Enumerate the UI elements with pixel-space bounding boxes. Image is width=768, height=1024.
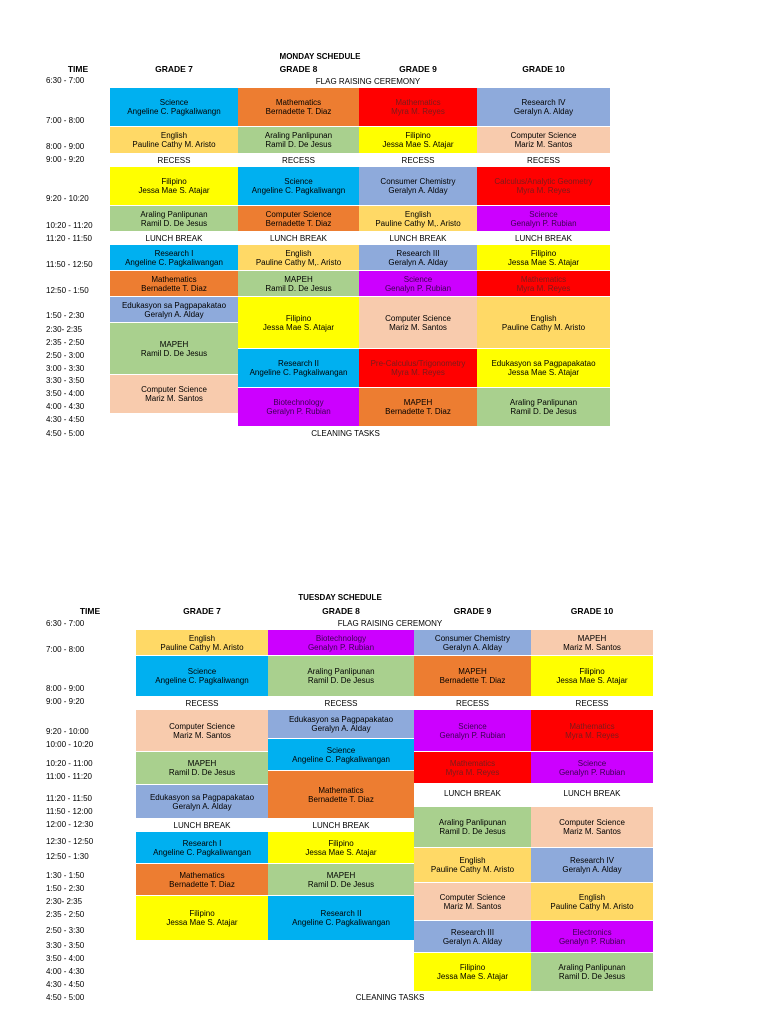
tuesday-g8-class [268, 739, 414, 770]
class-teacher: Bernadette T. Diaz [141, 283, 207, 293]
class-teacher: Geralyn A. Alday [562, 865, 622, 874]
tuesday-time-slot: 12:50 - 1:30 [46, 852, 89, 861]
class-subject: Filipino [459, 963, 486, 972]
class-teacher: Myra M. Reyes [445, 767, 500, 777]
monday-g10-class [477, 297, 610, 348]
class-subject: MAPEH [577, 633, 607, 643]
class-subject: Mathematics [395, 98, 441, 107]
class-subject: Filipino [579, 667, 605, 676]
class-teacher: Angeline C. Pagkaliwangn [251, 186, 346, 195]
class-subject: Research II [278, 359, 319, 368]
tuesday-time-slot: 4:00 - 4:30 [46, 967, 85, 976]
class-subject: Araling Panlipunan [264, 131, 333, 140]
monday-lunch-g9: LUNCH BREAK [389, 233, 447, 243]
monday-g10-class [477, 127, 610, 153]
class-subject: Calculus/Analytic Geometry [494, 177, 593, 186]
class-subject: Research III [450, 927, 495, 937]
class-teacher: Ramil D. De Jesus [168, 768, 236, 777]
tuesday-title: TUESDAY SCHEDULE [298, 593, 382, 602]
class-teacher: Geralyn A. Alday [388, 257, 448, 267]
class-teacher: Geralyn A. Alday [442, 642, 503, 652]
class-teacher: Bernadette T. Diaz [265, 107, 332, 116]
monday-g8-class [238, 388, 359, 426]
monday-time-slot: 12:50 - 1:50 [46, 286, 89, 295]
class-subject: Araling Panlipunan [140, 209, 208, 219]
class-teacher: Pauline Cathy M. Aristo [132, 140, 216, 149]
monday-g7-class [110, 206, 238, 231]
tuesday-time-slot: 12:30 - 12:50 [46, 837, 94, 846]
class-teacher: Ramil D. De Jesus [307, 879, 375, 889]
class-subject: English [160, 131, 188, 140]
class-teacher: Myra M. Reyes [565, 730, 619, 740]
class-subject: Science [577, 758, 607, 768]
tuesday-flag-raising: FLAG RAISING CEREMONY [337, 618, 443, 628]
monday-cleaning-tasks: CLEANING TASKS [311, 428, 380, 438]
class-subject: Research III [396, 248, 440, 258]
monday-g8-class [238, 206, 359, 231]
monday-g10-class [477, 388, 610, 426]
class-subject: Computer Science [385, 313, 451, 323]
tuesday-time-slot: 11:20 - 11:50 [46, 794, 92, 803]
monday-g10-class [477, 349, 610, 387]
class-teacher: Ramil D. De Jesus [265, 140, 332, 149]
monday-time-slot: 2:50 - 3:00 [46, 351, 85, 360]
class-teacher: Mariz M. Santos [514, 140, 573, 149]
tuesday-g8-class [268, 710, 414, 738]
class-teacher: Jessa Mae S. Atajar [507, 257, 580, 267]
class-teacher: Geralyn A. Alday [144, 309, 204, 319]
class-teacher: Pauline Cathy M. Aristo [501, 322, 586, 332]
class-subject: Araling Panlipunan [509, 398, 578, 407]
monday-g7-class [110, 245, 238, 270]
monday-g9-class [359, 349, 477, 387]
tuesday-g8-class [268, 771, 414, 818]
class-teacher: Mariz M. Santos [563, 642, 621, 652]
monday-time-slot: 3:30 - 3:50 [46, 376, 85, 385]
class-subject: Araling Panlipunan [307, 667, 375, 676]
tuesday-lunch-g9: LUNCH BREAK [444, 788, 501, 798]
class-teacher: Jessa Mae S. Atajar [382, 140, 454, 149]
class-teacher: Geralyn A. Alday [513, 107, 574, 116]
monday-time-slot: 3:00 - 3:30 [46, 364, 85, 373]
tuesday-g7-class [136, 630, 268, 655]
monday-time-header: TIME [67, 64, 89, 74]
tuesday-grade8-header: GRADE 8 [322, 606, 360, 616]
monday-recess-g8: RECESS [282, 155, 315, 165]
tuesday-g10-class [531, 953, 653, 991]
tuesday-time-slot: 8:00 - 9:00 [46, 684, 85, 693]
monday-g10-class [477, 88, 610, 126]
class-teacher: Angeline C. Pagkaliwangan [292, 754, 390, 764]
monday-g10-class [477, 271, 610, 296]
class-subject: Filipino [328, 838, 354, 848]
tuesday-g10-class [531, 630, 653, 655]
tuesday-time-slot: 7:00 - 8:00 [46, 645, 85, 654]
tuesday-g10-class [531, 921, 653, 952]
class-subject: Mathematics [449, 758, 496, 768]
monday-g8-class [238, 127, 359, 153]
class-teacher: Genalyn P. Rubian [307, 642, 375, 652]
monday-g9-class [359, 271, 477, 296]
tuesday-g8-class [268, 832, 414, 863]
class-teacher: Bernadette T. Diaz [265, 218, 332, 228]
class-teacher: Jessa Mae S. Atajar [556, 676, 628, 685]
tuesday-recess-g7: RECESS [185, 698, 219, 708]
class-subject: Edukasyon sa Pagpapakatao [288, 715, 394, 724]
tuesday-g7-class [136, 656, 268, 696]
class-teacher: Genalyn P. Rubian [510, 218, 577, 228]
class-subject: Mathematics [520, 274, 567, 284]
class-subject: Science [284, 177, 313, 186]
tuesday-g9-class [414, 807, 531, 847]
class-teacher: Pauline Cathy M,. Aristo [255, 257, 342, 267]
class-teacher: Genalyn P. Rubian [558, 936, 626, 946]
class-teacher: Genalyn P. Rubian [384, 283, 452, 293]
monday-g10-class [477, 206, 610, 231]
class-subject: MAPEH [403, 398, 433, 407]
monday-lunch-g10: LUNCH BREAK [515, 233, 572, 243]
tuesday-recess-g10: RECESS [575, 698, 609, 708]
class-subject: English [188, 633, 216, 643]
class-subject: Science [187, 667, 217, 676]
monday-title: MONDAY SCHEDULE [279, 52, 361, 61]
monday-g7-class [110, 297, 238, 322]
tuesday-time-slot: 1:50 - 2:30 [46, 884, 85, 893]
class-subject: Computer Science [265, 209, 332, 219]
monday-g7-class [110, 271, 238, 296]
class-subject: English [459, 856, 486, 865]
tuesday-g9-class [414, 630, 531, 655]
tuesday-g7-class [136, 896, 268, 940]
class-teacher: Ramil D. De Jesus [140, 218, 208, 228]
monday-time-slot: 2:30- 2:35 [46, 325, 83, 334]
class-teacher: Angeline C. Pagkaliwangan [292, 918, 390, 927]
class-subject: Computer Science [141, 385, 207, 394]
class-subject: Computer Science [169, 721, 235, 731]
tuesday-time-slot: 3:50 - 4:00 [46, 954, 85, 963]
monday-g10-class [477, 245, 610, 270]
monday-time-slot: 9:20 - 10:20 [46, 194, 89, 203]
class-subject: Edukasyon sa Pagpapakatao [121, 300, 227, 310]
monday-time-slot: 1:50 - 2:30 [46, 311, 85, 320]
class-subject: Pre-Calculus/Trigonometry [370, 359, 466, 368]
tuesday-g10-class [531, 848, 653, 882]
tuesday-time-slot: 2:35 - 2:50 [46, 910, 85, 919]
class-teacher: Myra M. Reyes [391, 368, 445, 377]
class-teacher: Angeline C. Pagkaliwangn [127, 107, 221, 116]
class-teacher: Ramil D. De Jesus [307, 676, 375, 685]
class-subject: Consumer Chemistry [434, 633, 511, 643]
class-subject: Araling Panlipunan [438, 818, 507, 827]
class-teacher: Genalyn P. Rubian [558, 767, 626, 777]
class-subject: MAPEH [187, 759, 217, 768]
tuesday-g8-class [268, 630, 414, 655]
monday-time-slot: 4:50 - 5:00 [46, 429, 85, 438]
class-teacher: Mariz M. Santos [173, 730, 231, 740]
monday-g7-class [110, 167, 238, 205]
class-teacher: Pauline Cathy M,. Aristo [375, 218, 461, 228]
class-teacher: Mariz M. Santos [145, 394, 203, 403]
class-subject: Science [403, 274, 433, 284]
monday-time-slot: 2:35 - 2:50 [46, 338, 85, 347]
class-teacher: Angeline C. Pagkaliwangan [125, 257, 223, 267]
class-subject: Research I [154, 248, 194, 258]
monday-recess-g10: RECESS [527, 155, 560, 165]
class-subject: Filipino [161, 177, 187, 186]
class-teacher: Jessa Mae S. Atajar [305, 847, 377, 857]
class-teacher: Pauline Cathy M. Aristo [550, 901, 634, 911]
tuesday-time-slot: 2:50 - 3:30 [46, 926, 85, 935]
monday-g8-class [238, 245, 359, 270]
monday-g9-class [359, 127, 477, 153]
class-subject: Computer Science [559, 818, 625, 827]
class-subject: Mathematics [151, 274, 197, 284]
monday-g9-class [359, 167, 477, 205]
class-teacher: Jessa Mae S. Atajar [436, 972, 509, 981]
monday-g8-class [238, 167, 359, 205]
tuesday-g9-class [414, 710, 531, 751]
class-subject: Edukasyon sa Pagpapakatao [491, 359, 596, 368]
class-subject: Filipino [530, 248, 557, 258]
tuesday-g7-class [136, 864, 268, 895]
class-teacher: Myra M. Reyes [391, 107, 445, 116]
monday-g9-class [359, 297, 477, 348]
tuesday-time-slot: 2:30- 2:35 [46, 897, 83, 906]
tuesday-recess-g8: RECESS [324, 698, 358, 708]
class-subject: Araling Panlipunan [558, 963, 626, 972]
class-subject: Electronics [572, 927, 612, 937]
class-teacher: Geralyn A. Alday [442, 936, 503, 946]
class-teacher: Pauline Cathy M. Aristo [160, 642, 244, 652]
monday-time-slot: 7:00 - 8:00 [46, 116, 85, 125]
class-subject: Edukasyon sa Pagpapakatao [149, 792, 255, 802]
class-subject: English [285, 248, 312, 258]
class-teacher: Bernadette T. Diaz [385, 407, 451, 416]
class-teacher: Geralyn P. Rubian [266, 407, 331, 416]
class-teacher: Angeline C. Pagkaliwangan [249, 368, 348, 377]
monday-time-slot: 6:30 - 7:00 [46, 76, 85, 85]
tuesday-time-slot: 1:30 - 1:50 [46, 871, 85, 880]
tuesday-g8-class [268, 864, 414, 895]
monday-g8-class [238, 88, 359, 126]
tuesday-time-slot: 9:00 - 9:20 [46, 697, 85, 706]
class-subject: Research IV [569, 856, 615, 865]
class-teacher: Ramil D. De Jesus [265, 283, 332, 293]
class-teacher: Mariz M. Santos [563, 827, 621, 836]
class-subject: MAPEH [159, 339, 189, 349]
class-teacher: Geralyn A. Alday [388, 186, 448, 195]
class-subject: Science [159, 98, 189, 107]
class-teacher: Ramil D. De Jesus [439, 827, 506, 836]
class-teacher: Ramil D. De Jesus [510, 407, 577, 416]
tuesday-time-slot: 4:50 - 5:00 [46, 993, 85, 1002]
class-teacher: Myra M. Reyes [516, 186, 571, 195]
class-subject: Research I [182, 838, 222, 848]
class-subject: Mathematics [179, 870, 225, 880]
class-teacher: Myra M. Reyes [516, 283, 571, 293]
tuesday-recess-g9: RECESS [456, 698, 489, 708]
tuesday-time-slot: 9:20 - 10:00 [46, 727, 89, 736]
tuesday-g10-class [531, 752, 653, 783]
monday-time-slot: 10:20 - 11:20 [46, 221, 93, 230]
tuesday-time-slot: 11:50 - 12:00 [46, 807, 93, 816]
monday-time-slot: 8:00 - 9:00 [46, 142, 85, 151]
tuesday-grade10-header: GRADE 10 [570, 606, 614, 616]
tuesday-g8-class [268, 896, 414, 940]
monday-g10-class [477, 167, 610, 205]
tuesday-g7-class [136, 832, 268, 863]
tuesday-g8-class [268, 656, 414, 696]
class-teacher: Bernadette T. Diaz [439, 676, 506, 685]
class-teacher: Jessa Mae S. Atajar [138, 186, 210, 195]
class-subject: Consumer Chemistry [380, 177, 456, 186]
class-subject: English [404, 209, 432, 219]
monday-grade8-header: GRADE 8 [279, 64, 318, 74]
tuesday-time-slot: 11:00 - 11:20 [46, 772, 92, 781]
tuesday-g9-class [414, 921, 531, 952]
class-subject: Science [326, 745, 356, 755]
monday-time-slot: 3:50 - 4:00 [46, 389, 85, 398]
monday-time-slot: 4:00 - 4:30 [46, 402, 85, 411]
class-teacher: Mariz M. Santos [443, 901, 502, 911]
class-teacher: Mariz M. Santos [389, 322, 447, 332]
tuesday-g10-class [531, 807, 653, 847]
monday-lunch-g7: LUNCH BREAK [145, 233, 203, 243]
tuesday-g10-class [531, 710, 653, 751]
monday-grade10-header: GRADE 10 [522, 64, 565, 74]
class-teacher: Pauline Cathy M. Aristo [430, 865, 515, 874]
tuesday-grade9-header: GRADE 9 [453, 606, 492, 616]
class-subject: MAPEH [458, 667, 487, 676]
class-teacher: Bernadette T. Diaz [169, 879, 235, 889]
tuesday-g10-class [531, 656, 653, 696]
class-subject: English [578, 892, 606, 902]
class-teacher: Angeline C. Pagkaliwangan [153, 847, 251, 857]
tuesday-g7-class [136, 752, 268, 784]
tuesday-cleaning-tasks: CLEANING TASKS [355, 992, 425, 1002]
class-subject: Filipino [285, 313, 312, 323]
class-teacher: Geralyn A. Alday [311, 724, 371, 733]
monday-g7-class [110, 323, 238, 374]
monday-time-slot: 9:00 - 9:20 [46, 155, 85, 164]
monday-g7-class [110, 88, 238, 126]
tuesday-grade7-header: GRADE 7 [183, 606, 221, 616]
tuesday-time-header: TIME [79, 606, 101, 616]
class-subject: English [530, 313, 557, 323]
class-subject: Computer Science [510, 131, 577, 140]
class-subject: Mathematics [275, 98, 322, 107]
class-teacher: Jessa Mae S. Atajar [507, 368, 580, 377]
tuesday-g7-class [136, 710, 268, 751]
class-subject: Biotechnology [273, 398, 324, 407]
class-teacher: Jessa Mae S. Atajar [166, 918, 238, 927]
monday-time-slot: 11:50 - 12:50 [46, 260, 93, 269]
tuesday-time-slot: 12:00 - 12:30 [46, 820, 94, 829]
class-teacher: Bernadette T. Diaz [308, 794, 374, 804]
class-subject: Research II [320, 909, 362, 918]
class-subject: MAPEH [326, 870, 356, 880]
tuesday-g7-class [136, 785, 268, 818]
tuesday-time-slot: 4:30 - 4:50 [46, 980, 85, 989]
monday-recess-g9: RECESS [401, 155, 435, 165]
tuesday-g9-class [414, 848, 531, 882]
monday-flag-raising: FLAG RAISING CEREMONY [315, 76, 421, 86]
tuesday-g9-class [414, 953, 531, 991]
monday-g8-class [238, 271, 359, 296]
tuesday-time-slot: 3:30 - 3:50 [46, 941, 85, 950]
class-teacher: Jessa Mae S. Atajar [262, 322, 335, 332]
class-subject: MAPEH [284, 274, 313, 284]
tuesday-g9-class [414, 656, 531, 696]
class-subject: Mathematics [569, 721, 615, 731]
monday-g9-class [359, 245, 477, 270]
monday-g9-class [359, 388, 477, 426]
monday-time-slot: 11:20 - 11:50 [46, 234, 92, 243]
monday-grade7-header: GRADE 7 [155, 64, 193, 74]
monday-g8-class [238, 297, 359, 348]
tuesday-lunch-g8: LUNCH BREAK [312, 820, 370, 830]
monday-recess-g7: RECESS [157, 155, 191, 165]
tuesday-time-slot: 10:20 - 11:00 [46, 759, 93, 768]
class-subject: Filipino [189, 909, 215, 918]
monday-grade9-header: GRADE 9 [399, 64, 437, 74]
class-teacher: Angeline C. Pagkaliwangn [155, 676, 249, 685]
monday-g7-class [110, 375, 238, 413]
monday-lunch-g8: LUNCH BREAK [270, 233, 327, 243]
monday-g8-class [238, 349, 359, 387]
monday-g9-class [359, 88, 477, 126]
tuesday-g10-class [531, 883, 653, 920]
class-teacher: Genalyn P. Rubian [439, 730, 506, 740]
tuesday-lunch-g10: LUNCH BREAK [563, 788, 621, 798]
class-subject: Science [458, 721, 487, 731]
tuesday-g9-class [414, 752, 531, 783]
class-teacher: Geralyn A. Alday [172, 801, 232, 811]
class-subject: Biotechnology [315, 633, 367, 643]
tuesday-time-slot: 10:00 - 10:20 [46, 740, 94, 749]
class-teacher: Ramil D. De Jesus [558, 972, 626, 981]
class-subject: Research IV [521, 98, 566, 107]
monday-g9-class [359, 206, 477, 231]
monday-time-slot: 4:30 - 4:50 [46, 415, 85, 424]
monday-g7-class [110, 127, 238, 153]
class-subject: Science [529, 209, 558, 219]
class-subject: Mathematics [318, 785, 364, 795]
class-teacher: Ramil D. De Jesus [140, 348, 208, 358]
class-subject: Filipino [405, 131, 431, 140]
tuesday-g9-class [414, 883, 531, 920]
tuesday-time-slot: 6:30 - 7:00 [46, 619, 85, 628]
class-subject: Computer Science [439, 892, 506, 902]
tuesday-lunch-g7: LUNCH BREAK [173, 820, 231, 830]
